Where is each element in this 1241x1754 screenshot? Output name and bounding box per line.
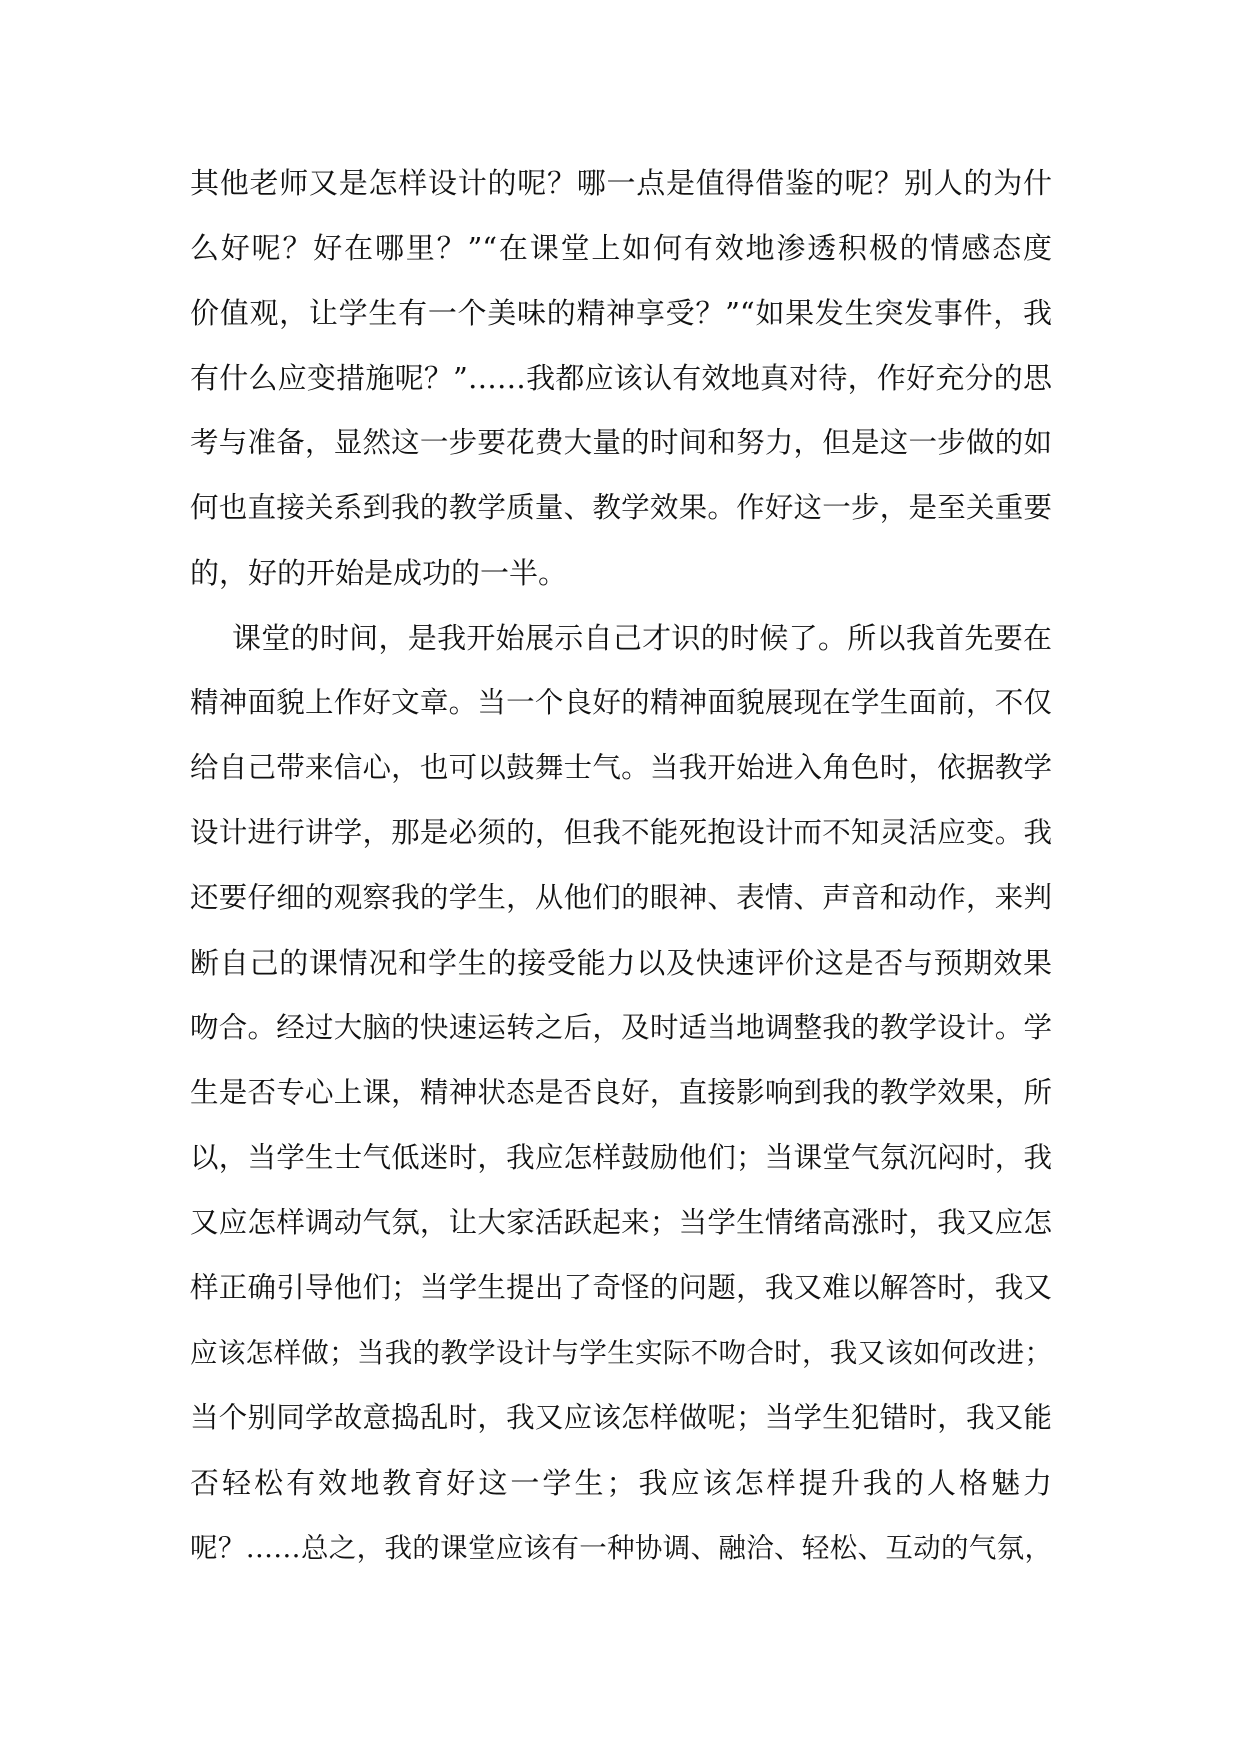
text-line: 课堂的时间，是我开始展示自己才识的时候了。所以我首先要在 [232,621,1052,655]
text-line: 给自己带来信心，也可以鼓舞士气。当我开始进入角色时，依据教学 [190,751,1052,784]
text-line: 还要仔细的观察我的学生，从他们的眼神、表情、声音和动作，来判 [190,881,1052,914]
text-line: 价值观，让学生有一个美味的精神享受？”“如果发生突发事件，我 [190,296,1052,330]
text-line: 断自己的课情况和学生的接受能力以及快速评价这是否与预期效果 [190,946,1052,980]
text-line: 吻合。经过大脑的快速运转之后，及时适当地调整我的教学设计。学 [190,1011,1052,1044]
text-line: 精神面貌上作好文章。当一个良好的精神面貌展现在学生面前，不仅 [190,686,1052,719]
text-line: 生是否专心上课，精神状态是否良好，直接影响到我的教学效果，所 [190,1076,1052,1109]
text-line: 的，好的开始是成功的一半。 [190,556,568,590]
text-line: 考与准备，显然这一步要花费大量的时间和努力，但是这一步做的如 [190,426,1052,459]
text-line: 呢？……总之，我的课堂应该有一种协调、融洽、轻松、互动的气氛， [190,1532,1052,1564]
body-text [190,158,1052,1588]
text-line: 其他老师又是怎样设计的呢？哪一点是值得借鉴的呢？别人的为什 [190,166,1052,200]
text-line: 设计进行讲学，那是必须的，但我不能死抱设计而不知灵活应变。我 [190,816,1052,849]
text-line: 何也直接关系到我的教学质量、教学效果。作好这一步，是至关重要 [190,491,1052,524]
text-line: 以，当学生士气低迷时，我应怎样鼓励他们；当课堂气氛沉闷时，我 [190,1141,1052,1174]
text-line: 有什么应变措施呢？”……我都应该认有效地真对待，作好充分的思 [190,361,1052,395]
text-line: 当个别同学故意捣乱时，我又应该怎样做呢；当学生犯错时，我又能 [190,1401,1052,1434]
text-line: 样正确引导他们；当学生提出了奇怪的问题，我又难以解答时，我又 [190,1271,1052,1304]
text-line: 么好呢？好在哪里？”“在课堂上如何有效地渗透积极的情感态度 [190,231,1052,265]
text-line: 否轻松有效地教育好这一学生；我应该怎样提升我的人格魅力 [190,1466,1052,1500]
text-line: 应该怎样做；当我的教学设计与学生实际不吻合时，我又该如何改进； [190,1337,1052,1369]
text-line: 又应怎样调动气氛，让大家活跃起来；当学生情绪高涨时，我又应怎 [190,1206,1052,1239]
